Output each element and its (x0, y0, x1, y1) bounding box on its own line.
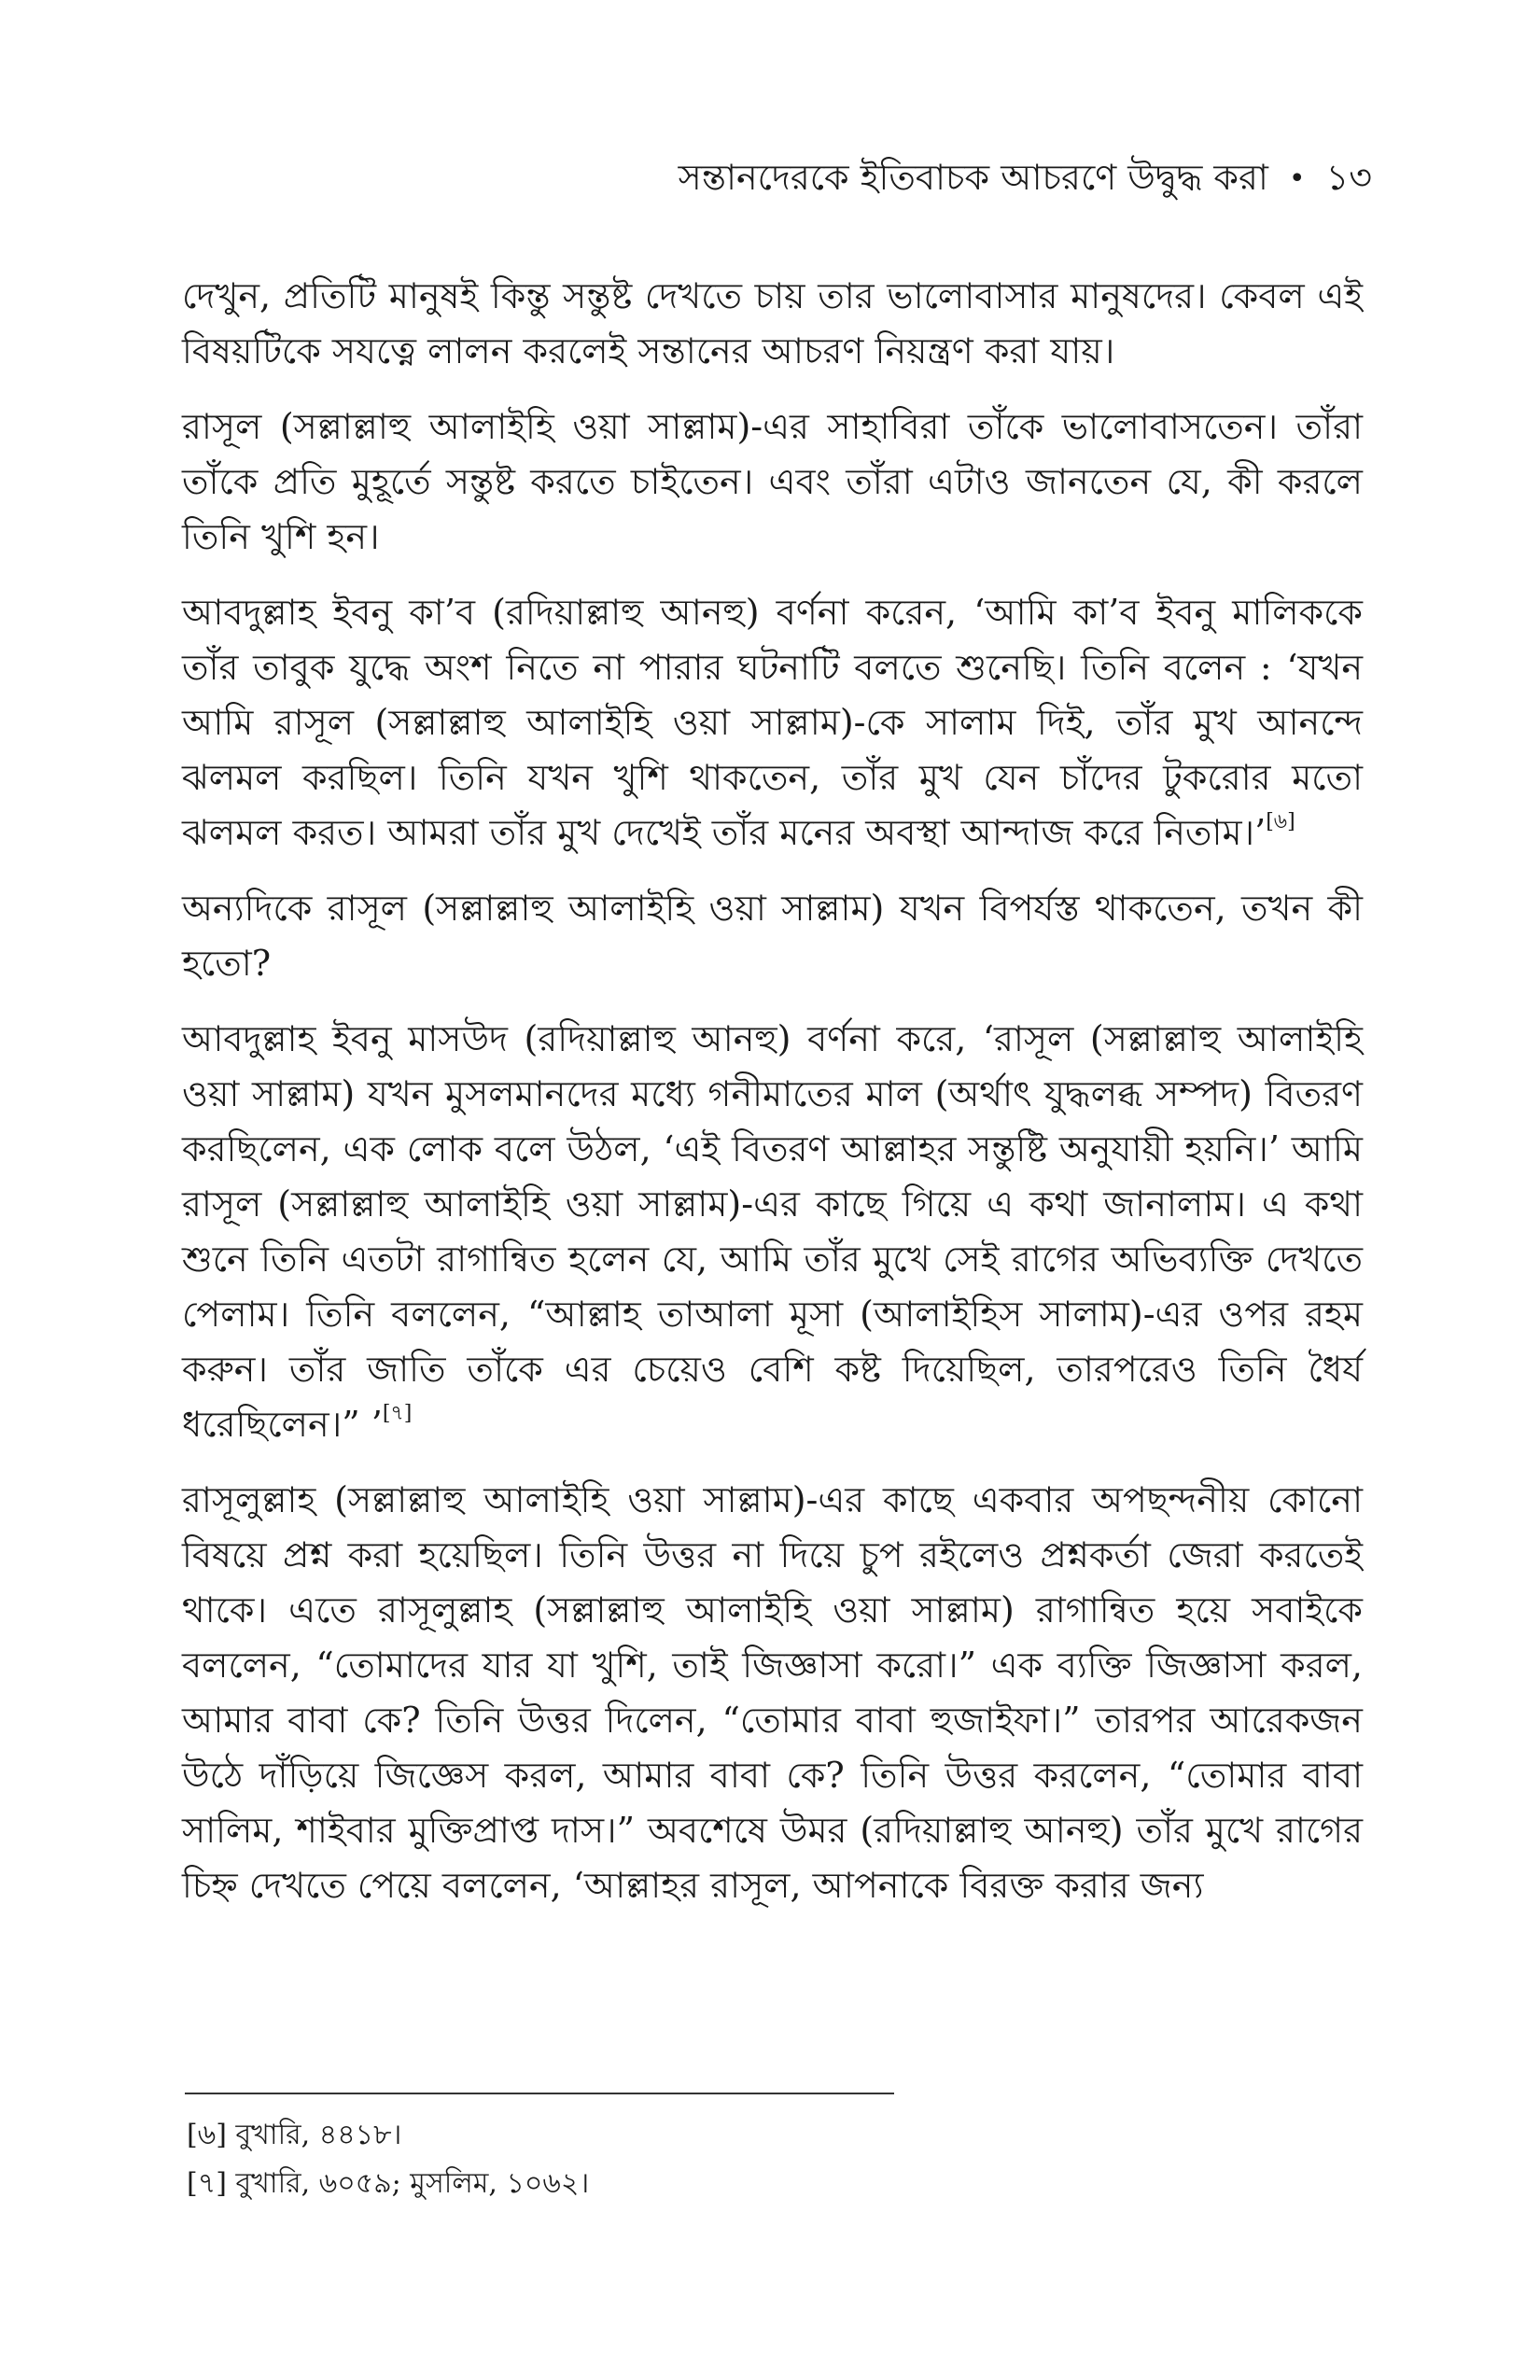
paragraph (182, 399, 1363, 565)
paragraph-text: আবদুল্লাহ ইবনু কা’ব (রদিয়াল্লাহু আনহু) বর্ণনা করেন, ‘আমি কা’ব ইবনু মালিককে তাঁর তাবুক যুদ্ধে অংশ নিতে না পারার ঘটনাটি বলতে শুনেছি। তিনি বলেন : ‘যখন আমি রাসূল (সল্লাল্লাহু আলাইহি ওয়া সাল্লাম)-কে সালাম দিই, তাঁর মুখ আনন্দে ঝলমল করছিল। তিনি যখন খুশি থাকতেন, তাঁর মুখ যেন চাঁদের টুকরোর মতো ঝলমল করত। আমরা তাঁর মুখ দেখেই তাঁর মনের অবস্থা আন্দাজ করে নিতাম।’ (182, 592, 1363, 853)
footnote-reference[interactable]: [৭] (382, 1402, 413, 1425)
body-text (182, 269, 1363, 1934)
paragraph-text: রাসূলুল্লাহ (সল্লাল্লাহু আলাইহি ওয়া সাল্লাম)-এর কাছে একবার অপছন্দনীয় কোনো বিষয়ে প্রশ্ন করা হয়েছিল। তিনি উত্তর না দিয়ে চুপ রইলেও প্রশ্নকর্তা জেরা করতেই থাকে। এতে রাসূলুল্লাহ (সল্লাল্লাহু আলাইহি ওয়া সাল্লাম) রাগান্বিত হয়ে সবাইকে বললেন, “তোমাদের যার যা খুশি, তাই জিজ্ঞাসা করো।” এক ব্যক্তি জিজ্ঞাসা করল, আমার বাবা কে? তিনি উত্তর দিলেন, “তোমার বাবা হুজাইফা।” তারপর আরেকজন উঠে দাঁড়িয়ে জিজ্ঞেস করল, আমার বাবা কে? তিনি উত্তর করলেন, “তোমার বাবা সালিম, শাইবার মুক্তিপ্রাপ্ত দাস।” অবশেষে উমর (রদিয়াল্লাহু আনহু) তাঁর মুখে রাগের চিহ্ন দেখতে পেয়ে বললেন, ‘আল্লাহর রাসূল, আপনাকে বিরক্ত করার জন্য (182, 1479, 1363, 1906)
paragraph (182, 1473, 1363, 1913)
footnote-reference[interactable]: [৬] (1266, 810, 1295, 833)
paragraph-text: অন্যদিকে রাসূল (সল্লাল্লাহু আলাইহি ওয়া সাল্লাম) যখন বিপর্যস্ত থাকতেন, তখন কী হতো? (182, 888, 1363, 984)
bullet-separator: • (1288, 162, 1306, 195)
page-number: ১৩ (1325, 157, 1372, 198)
paragraph (182, 881, 1363, 991)
footnote-divider (185, 2093, 894, 2094)
paragraph-text: রাসূল (সল্লাল্লাহু আলাইহি ওয়া সাল্লাম)-এর সাহাবিরা তাঁকে ভালোবাসতেন। তাঁরা তাঁকে প্রতি মুহূর্তে সন্তুষ্ট করতে চাইতেন। এবং তাঁরা এটাও জানতেন যে, কী করলে তিনি খুশি হন। (182, 406, 1363, 557)
paragraph (182, 269, 1363, 379)
footnote-marker: [৭] (187, 2167, 227, 2200)
footnote-text: বুখারি, ৪৪১৮। (235, 2119, 402, 2151)
paragraph-text: দেখুন, প্রতিটি মানুষই কিন্তু সন্তুষ্ট দেখতে চায় তার ভালোবাসার মানুষদের। কেবল এই বিষয়টিকে সযত্নে লালন করলেই সন্তানের আচরণ নিয়ন্ত্রণ করা যায়। (182, 275, 1363, 371)
footnote-marker: [৬] (187, 2119, 227, 2151)
footnote (187, 2160, 1307, 2208)
paragraph-text: আবদুল্লাহ ইবনু মাসউদ (রদিয়াল্লাহু আনহু) বর্ণনা করে, ‘রাসূল (সল্লাল্লাহু আলাইহি ওয়া সাল্লাম) যখন মুসলমানদের মধ্যে গনীমাতের মাল (অর্থাৎ যুদ্ধলব্ধ সম্পদ) বিতরণ করছিলেন, এক লোক বলে উঠল, ‘এই বিতরণ আল্লাহর সন্তুষ্টি অনুযায়ী হয়নি।’ আমি রাসূল (সল্লাল্লাহু আলাইহি ওয়া সাল্লাম)-এর কাছে গিয়ে এ কথা জানালাম। এ কথা শুনে তিনি এতটা রাগান্বিত হলেন যে, আমি তাঁর মুখে সেই রাগের অভিব্যক্তি দেখতে পেলাম। তিনি বললেন, “আল্লাহ তাআলা মূসা (আলাইহিস সালাম)-এর ওপর রহম করুন। তাঁর জাতি তাঁকে এর চেয়েও বেশি কষ্ট দিয়েছিল, তারপরেও তিনি ধৈর্য ধরেছিলেন।” ’ (182, 1018, 1363, 1445)
footnote (187, 2111, 1307, 2160)
paragraph (182, 585, 1363, 861)
paragraph (182, 1012, 1363, 1452)
running-header (679, 149, 1372, 207)
footnotes (187, 2111, 1307, 2208)
chapter-title: সন্তানদেরকে ইতিবাচক আচরণে উদ্বুদ্ধ করা (678, 157, 1268, 198)
footnote-text: বুখারি, ৬০৫৯; মুসলিম, ১০৬২। (235, 2167, 590, 2200)
